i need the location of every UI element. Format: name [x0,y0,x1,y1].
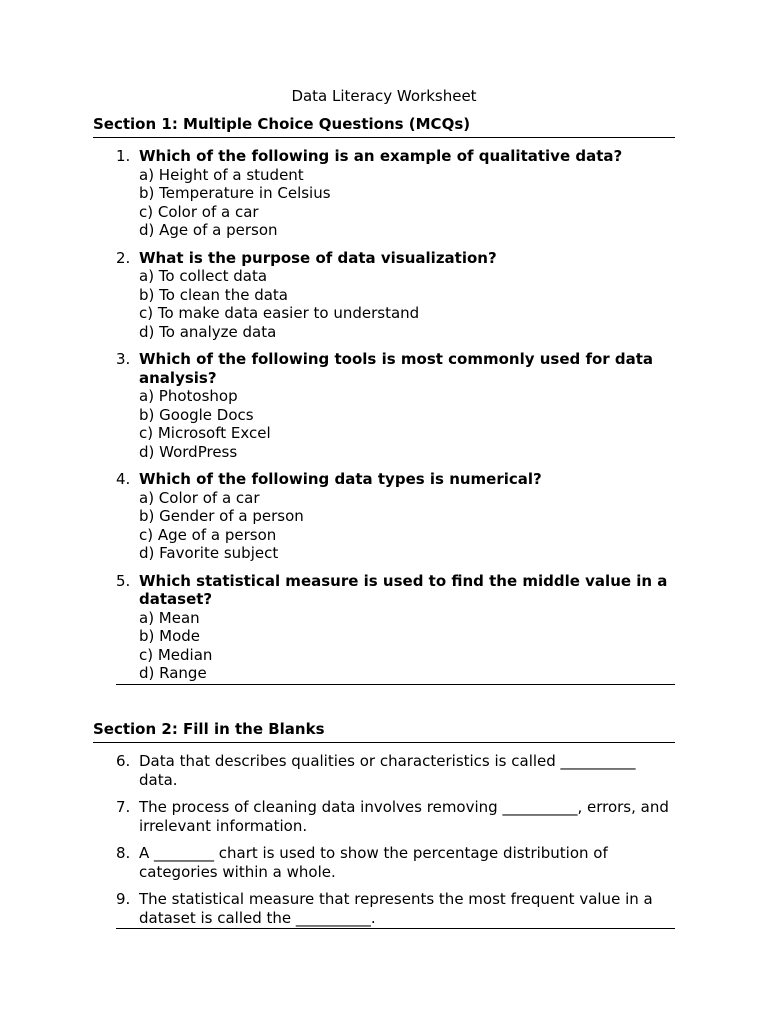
question-2 [93,249,675,342]
question-4 [93,470,675,563]
page-title: Data Literacy Worksheet [291,87,477,105]
question-text: Which statistical measure is used to find the middle value in a dataset? [139,571,668,608]
section-2-heading: Section 2: Fill in the Blanks [93,719,675,743]
question-number: 4. [116,470,131,488]
section-2-end-divider [116,928,675,929]
question-text: Which of the following data types is numerical? [139,470,542,488]
option-d: d) WordPress [139,442,238,461]
section-2 [93,719,675,929]
section-1-end-divider [116,684,675,685]
option-a: a) Photoshop [139,387,238,405]
question-number: 1. [116,147,131,165]
question-text: The statistical measure that represents the most frequent value in a dataset is called the __________. [139,890,653,927]
question-text: What is the purpose of data visualization? [139,248,497,267]
question-5 [93,572,675,683]
mcq-list [93,147,675,683]
question-number: 2. [116,248,131,267]
question-number: 3. [116,350,131,368]
option-b: b) Mode [139,627,201,645]
option-b: b) Temperature in Celsius [139,184,331,202]
question-7 [93,798,675,835]
option-a: a) Color of a car [139,488,260,507]
section-1-heading: Section 1: Multiple Choice Questions (MCQs) [93,114,675,138]
option-c: c) Color of a car [139,202,259,221]
option-b: b) To clean the data [139,285,288,304]
question-text: Data that describes qualities or characteristics is called __________ data. [139,752,636,789]
question-1 [93,147,675,240]
option-d: d) Range [139,664,207,682]
option-c: c) Microsoft Excel [139,424,271,442]
question-text: The process of cleaning data involves removing __________, errors, and irrelevant information. [139,798,669,835]
question-number: 7. [116,798,131,816]
question-9 [93,890,675,927]
question-3 [93,350,675,461]
option-d: d) Favorite subject [139,544,279,562]
question-8 [93,844,675,881]
option-a: a) Height of a student [139,165,304,184]
question-text: Which of the following tools is most commonly used for data analysis? [139,350,654,387]
option-b: b) Gender of a person [139,507,304,525]
question-text: Which of the following is an example of qualitative data? [139,147,623,165]
question-number: 6. [116,752,131,770]
option-c: c) Age of a person [139,525,277,544]
question-6 [93,752,675,789]
option-d: d) To analyze data [139,322,277,341]
option-d: d) Age of a person [139,221,278,239]
option-c: c) Median [139,645,213,664]
option-b: b) Google Docs [139,405,254,424]
question-text: A ________ chart is used to show the percentage distribution of categories within a whole. [139,844,608,881]
option-a: a) Mean [139,608,200,627]
fill-blank-list [93,752,675,927]
section-1 [93,114,675,685]
option-a: a) To collect data [139,267,268,285]
option-c: c) To make data easier to understand [139,304,420,322]
question-number: 8. [116,844,131,862]
question-number: 9. [116,890,131,908]
question-number: 5. [116,571,131,590]
